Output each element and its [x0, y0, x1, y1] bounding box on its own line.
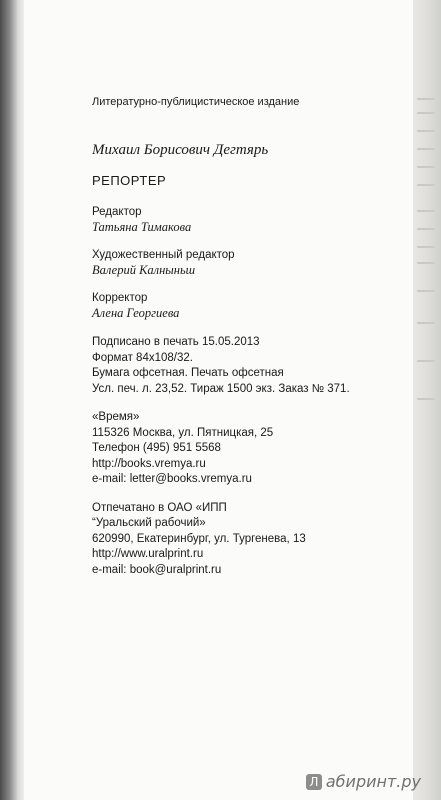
- technical-info: [92, 335, 402, 397]
- printer-line: 620990, Екатеринбург, ул. Тургенева, 13: [92, 532, 306, 545]
- publisher-line: «Время»: [92, 411, 140, 423]
- labirint-logo-icon: Л: [306, 774, 322, 790]
- credit-role: Корректор: [92, 292, 148, 304]
- technical-line: Бумага офсетная. Печать офсетная: [92, 367, 284, 379]
- publisher-line: 115326 Москва, ул. Пятницкая, 25: [92, 426, 274, 439]
- publisher-line: e-mail: letter@books.vremya.ru: [92, 473, 252, 485]
- publisher-line: http://books.vremya.ru: [92, 457, 206, 470]
- technical-line: Подписано в печать 15.05.2013: [92, 336, 260, 348]
- watermark-text: абиринт.ру: [325, 772, 421, 791]
- edition-kicker: Литературно-публицистическое издание: [92, 96, 300, 108]
- printer-line: e-mail: book@uralprint.ru: [92, 563, 222, 576]
- printer-line: Отпечатано в ОАО «ИПП: [92, 501, 227, 514]
- credit-editor: [92, 205, 402, 235]
- printer-line: “Уральский рабочий»: [92, 517, 206, 529]
- credit-art-editor: [92, 248, 402, 278]
- credit-person: Алена Георгиева: [92, 306, 180, 320]
- credit-person: Татьяна Тимакова: [92, 220, 192, 234]
- credit-person: Валерий Калныньш: [92, 263, 196, 277]
- printer-line: http://www.uralprint.ru: [92, 548, 204, 560]
- credit-corrector: [92, 291, 402, 321]
- printer-info: [92, 501, 402, 579]
- technical-line: Формат 84х108/32.: [92, 351, 193, 364]
- publisher-line: Телефон (495) 951 5568: [92, 442, 221, 454]
- technical-line: Усл. печ. л. 23,52. Тираж 1500 экз. Заказ № 371.: [92, 382, 350, 395]
- imprint-block: [92, 95, 402, 578]
- labirint-watermark: [306, 772, 421, 791]
- publisher-info: [92, 410, 402, 488]
- credit-role: Редактор: [92, 206, 142, 218]
- author-name: Михаил Борисович Дегтярь: [92, 142, 269, 158]
- credit-role: Художественный редактор: [92, 249, 235, 261]
- book-title: РЕПОРТЕР: [92, 173, 167, 188]
- adjacent-page-edge: [413, 0, 441, 800]
